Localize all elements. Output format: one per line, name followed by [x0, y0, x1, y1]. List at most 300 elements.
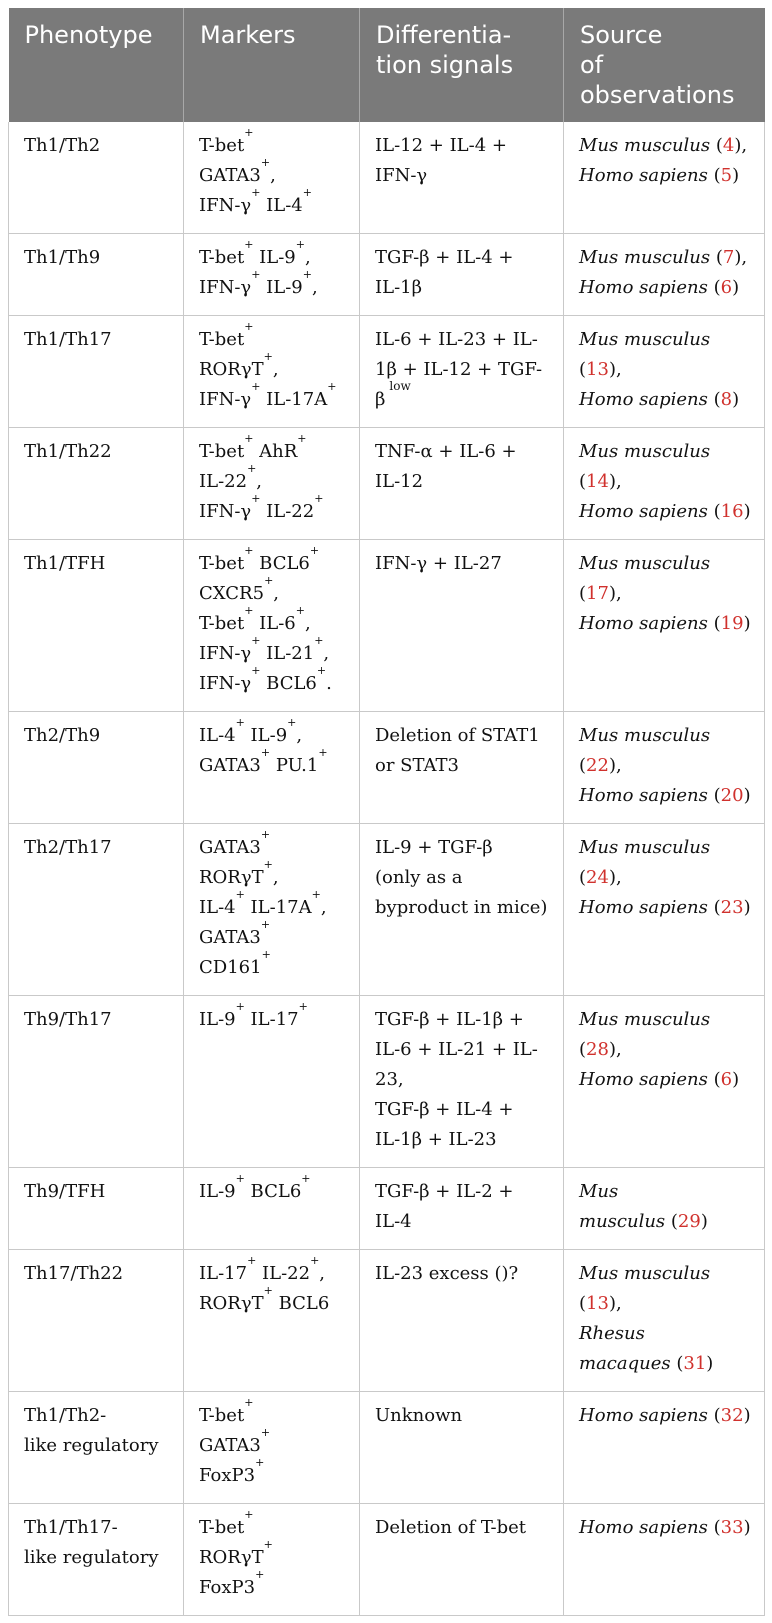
- marker-text: GATA3: [199, 755, 261, 776]
- signal-text: Unknown: [375, 1405, 463, 1426]
- reference-link[interactable]: 4: [722, 135, 735, 156]
- species-name: Mus musculus: [579, 553, 711, 574]
- cell-phenotype: [9, 824, 184, 996]
- marker-superscript: +: [247, 1254, 257, 1267]
- marker-line: [199, 664, 347, 699]
- cell-differentiation-signals: [360, 1504, 564, 1616]
- source-text: ),: [608, 471, 622, 492]
- marker-text: T-bet: [199, 1517, 245, 1538]
- marker-superscript: +: [244, 238, 254, 251]
- marker-text: RORγT: [199, 1547, 264, 1568]
- reference-link[interactable]: 7: [722, 247, 735, 268]
- marker-text: IL-22: [260, 501, 315, 522]
- marker-superscript: +: [251, 664, 261, 677]
- source-line: [579, 1319, 752, 1349]
- source-line: [579, 721, 752, 751]
- phenotype-table: [8, 8, 765, 1616]
- cell-differentiation-signals: [360, 996, 564, 1168]
- signal-line: [375, 437, 551, 467]
- phenotype-text: Th17/Th22: [24, 1263, 124, 1284]
- marker-line: [199, 828, 347, 863]
- cell-markers: [184, 1250, 360, 1392]
- marker-superscript: +: [255, 1568, 265, 1581]
- species-name: Mus musculus: [579, 1009, 711, 1030]
- signal-text: IL-6 + IL-21 + IL-: [375, 1039, 538, 1060]
- source-line: [579, 385, 752, 415]
- marker-line: [199, 544, 347, 579]
- signal-text: (only as a: [375, 867, 463, 888]
- marker-text: T-bet: [199, 247, 245, 268]
- signal-line: [375, 833, 551, 863]
- source-line: [579, 781, 752, 811]
- marker-superscript: +: [247, 462, 257, 475]
- marker-text: AhR: [253, 441, 298, 462]
- signal-line: [375, 467, 551, 497]
- source-text: (: [710, 247, 723, 268]
- source-text: (: [707, 277, 721, 298]
- marker-superscript: +: [244, 126, 254, 139]
- species-name: Mus musculus: [579, 441, 711, 462]
- phenotype-text: Th2/Th17: [24, 837, 112, 858]
- marker-line: [199, 492, 347, 527]
- marker-text: IL-9: [199, 1009, 236, 1030]
- reference-link[interactable]: 16: [720, 501, 744, 522]
- marker-line: [199, 918, 347, 953]
- signal-line: [375, 1513, 551, 1543]
- marker-text: PU.1: [270, 755, 319, 776]
- cell-phenotype: [9, 1250, 184, 1392]
- source-text: ),: [608, 1293, 622, 1314]
- table-row: [9, 540, 765, 712]
- marker-superscript: +: [251, 492, 261, 505]
- signal-text: β: [375, 389, 386, 410]
- cell-phenotype: [9, 1168, 184, 1250]
- table-row: [9, 122, 765, 234]
- marker-text: ,: [304, 247, 311, 268]
- source-text: (: [707, 501, 721, 522]
- source-text: ): [732, 165, 740, 186]
- signal-text: IL-9 + TGF-β: [375, 837, 493, 858]
- marker-line: [199, 186, 347, 221]
- phenotype-text: Th1/Th2-: [24, 1405, 107, 1426]
- source-text: (: [665, 1211, 678, 1232]
- marker-text: ,: [273, 583, 280, 604]
- source-line: [579, 1005, 752, 1035]
- source-text: ): [732, 389, 740, 410]
- marker-line: [199, 462, 347, 497]
- signal-text: Deletion of T-bet: [375, 1517, 527, 1538]
- marker-line: [199, 1396, 347, 1431]
- marker-superscript: +: [260, 828, 271, 841]
- marker-superscript: +: [261, 948, 271, 961]
- marker-text: FoxP3: [199, 1577, 256, 1598]
- source-line: [579, 1035, 752, 1065]
- cell-source: [564, 428, 765, 540]
- cell-markers: [184, 122, 360, 234]
- phenotype-text: like regulatory: [24, 1435, 159, 1456]
- signal-line: [375, 1095, 551, 1125]
- source-text: (: [707, 1069, 721, 1090]
- marker-superscript: +: [244, 544, 254, 557]
- reference-link[interactable]: 23: [720, 897, 744, 918]
- marker-text: IL-17: [199, 1263, 248, 1284]
- cell-markers: [184, 540, 360, 712]
- source-text: (: [707, 897, 721, 918]
- reference-link[interactable]: 8: [720, 389, 733, 410]
- signal-line: [375, 1177, 551, 1207]
- signal-line: [375, 751, 551, 781]
- species-name: Mus musculus: [579, 135, 711, 156]
- cell-phenotype: [9, 122, 184, 234]
- cell-source: [564, 824, 765, 996]
- marker-superscript: +: [263, 350, 273, 363]
- reference-link[interactable]: 5: [720, 165, 733, 186]
- source-line: [579, 1065, 752, 1095]
- marker-line: [199, 888, 347, 923]
- reference-link[interactable]: 13: [586, 359, 609, 380]
- marker-text: BCL6: [260, 673, 317, 694]
- signal-text: IL-23 excess ()?: [375, 1263, 519, 1284]
- marker-text: IFN-γ: [199, 277, 252, 298]
- marker-line: [199, 1508, 347, 1543]
- source-text: ): [743, 1517, 751, 1538]
- source-line: [579, 243, 752, 273]
- marker-line: [199, 1568, 347, 1603]
- marker-text: RORγT: [199, 359, 264, 380]
- marker-text: IFN-γ: [199, 195, 252, 216]
- source-text: ),: [608, 1039, 622, 1060]
- marker-superscript: +: [251, 380, 261, 393]
- marker-superscript: +: [260, 1426, 271, 1439]
- source-text: ): [743, 501, 751, 522]
- table-row: [9, 428, 765, 540]
- marker-text: IFN-γ: [199, 501, 252, 522]
- source-text: ): [732, 1069, 740, 1090]
- marker-superscript: +: [327, 380, 337, 393]
- species-name: macaques: [579, 1353, 671, 1374]
- marker-text: FoxP3: [199, 1465, 256, 1486]
- source-text: (: [579, 359, 587, 380]
- marker-text: ,: [270, 165, 276, 186]
- source-text: ): [732, 277, 740, 298]
- source-line: [579, 437, 752, 467]
- reference-link[interactable]: 20: [720, 785, 744, 806]
- cell-differentiation-signals: [360, 428, 564, 540]
- marker-text: GATA3: [199, 1435, 261, 1456]
- marker-superscript: +: [297, 432, 307, 445]
- signal-line: [375, 721, 551, 751]
- signal-line: [375, 1035, 551, 1065]
- header-markers: Markers: [184, 8, 360, 122]
- signal-superscript: low: [389, 379, 411, 393]
- cell-source: [564, 122, 765, 234]
- reference-link[interactable]: 19: [720, 613, 744, 634]
- phenotype-text: Th2/Th9: [24, 725, 101, 746]
- signal-line: [375, 379, 551, 415]
- marker-text: GATA3: [199, 927, 261, 948]
- marker-superscript: +: [298, 1000, 308, 1013]
- cell-markers: [184, 1504, 360, 1616]
- species-name: Homo sapiens: [579, 1517, 708, 1538]
- marker-line: [199, 320, 347, 355]
- reference-link[interactable]: 31: [683, 1353, 707, 1374]
- source-text: (: [707, 1405, 721, 1426]
- signal-line: [375, 131, 551, 161]
- reference-link[interactable]: 32: [720, 1405, 744, 1426]
- source-line: [579, 497, 752, 527]
- source-text: ): [706, 1353, 714, 1374]
- marker-line: [199, 350, 347, 385]
- marker-text: IL-4: [260, 195, 303, 216]
- signal-line: [375, 325, 551, 355]
- table-row: [9, 824, 765, 996]
- reference-link[interactable]: 17: [586, 583, 609, 604]
- marker-line: [199, 948, 347, 983]
- phenotype-text: Th1/Th17: [24, 329, 112, 350]
- source-text: ),: [608, 867, 622, 888]
- species-name: Homo sapiens: [579, 613, 708, 634]
- source-text: (: [579, 755, 587, 776]
- marker-text: .: [326, 673, 332, 694]
- source-line: [579, 1207, 752, 1237]
- marker-line: [199, 604, 347, 639]
- table-body: [9, 122, 765, 1616]
- cell-markers: [184, 234, 360, 316]
- table-row: [9, 1392, 765, 1504]
- marker-text: IL-22: [199, 471, 248, 492]
- source-line: [579, 161, 752, 191]
- reference-link[interactable]: 6: [720, 1069, 733, 1090]
- cell-differentiation-signals: [360, 122, 564, 234]
- source-text: (: [670, 1353, 684, 1374]
- marker-line: [199, 268, 347, 303]
- cell-differentiation-signals: [360, 824, 564, 996]
- marker-superscript: +: [260, 746, 271, 759]
- marker-text: GATA3: [199, 165, 261, 186]
- signal-text: byproduct in mice): [375, 897, 548, 918]
- source-line: [579, 1349, 752, 1379]
- marker-line: [199, 126, 347, 161]
- cell-differentiation-signals: [360, 1392, 564, 1504]
- header-row: [9, 8, 765, 122]
- reference-link[interactable]: 29: [677, 1211, 701, 1232]
- cell-phenotype: [9, 428, 184, 540]
- source-text: ): [743, 785, 751, 806]
- marker-text: IL-22: [256, 1263, 311, 1284]
- source-line: [579, 1401, 752, 1431]
- signal-text: IL-4: [375, 1211, 412, 1232]
- marker-text: RORγT: [199, 867, 264, 888]
- marker-text: ,: [272, 867, 279, 888]
- marker-superscript: +: [301, 1172, 311, 1185]
- marker-superscript: +: [264, 574, 274, 587]
- marker-superscript: +: [235, 888, 245, 901]
- source-text: (: [707, 165, 721, 186]
- source-text: ),: [608, 755, 622, 776]
- cell-markers: [184, 1168, 360, 1250]
- signal-line: [375, 161, 551, 191]
- marker-line: [199, 1254, 347, 1289]
- cell-source: [564, 1392, 765, 1504]
- reference-link[interactable]: 13: [586, 1293, 609, 1314]
- cell-markers: [184, 712, 360, 824]
- reference-link[interactable]: 33: [720, 1517, 744, 1538]
- marker-line: [199, 1426, 347, 1461]
- marker-text: T-bet: [199, 553, 245, 574]
- marker-superscript: +: [309, 544, 320, 557]
- species-name: Homo sapiens: [579, 785, 708, 806]
- species-name: Homo sapiens: [579, 277, 708, 298]
- marker-superscript: +: [295, 604, 305, 617]
- cell-differentiation-signals: [360, 1250, 564, 1392]
- source-line: [579, 1177, 752, 1207]
- signal-text: IFN-γ: [375, 165, 428, 186]
- marker-line: [199, 858, 347, 893]
- marker-line: [199, 432, 347, 467]
- cell-source: [564, 1504, 765, 1616]
- species-name: Mus musculus: [579, 725, 711, 746]
- cell-phenotype: [9, 540, 184, 712]
- species-name: musculus: [579, 1211, 666, 1232]
- source-text: ): [700, 1211, 708, 1232]
- signal-text: TNF-α + IL-6 +: [375, 441, 517, 462]
- source-text: ): [743, 613, 751, 634]
- species-name: Mus musculus: [579, 329, 711, 350]
- marker-superscript: +: [244, 432, 254, 445]
- species-name: Homo sapiens: [579, 501, 708, 522]
- signal-text: or STAT3: [375, 755, 459, 776]
- signal-line: [375, 863, 551, 893]
- source-line: [579, 273, 752, 303]
- species-name: Homo sapiens: [579, 1069, 708, 1090]
- marker-text: T-bet: [199, 441, 245, 462]
- source-text: ),: [734, 247, 748, 268]
- reference-link[interactable]: 14: [586, 471, 609, 492]
- source-line: [579, 579, 752, 609]
- species-name: Rhesus: [579, 1323, 645, 1344]
- signal-line: [375, 893, 551, 923]
- signal-line: [375, 1401, 551, 1431]
- table-row: [9, 1168, 765, 1250]
- source-text: (: [579, 583, 587, 604]
- cell-differentiation-signals: [360, 1168, 564, 1250]
- source-line: [579, 863, 752, 893]
- header-differentiation-signals: Differentia- tion signals: [360, 8, 564, 122]
- signal-text: 23,: [375, 1069, 404, 1090]
- signal-text: IL-1β + IL-23: [375, 1129, 497, 1150]
- signal-line: [375, 1125, 551, 1155]
- signal-text: TGF-β + IL-4 +: [375, 1099, 514, 1120]
- species-name: Mus musculus: [579, 837, 711, 858]
- marker-text: ,: [256, 471, 263, 492]
- marker-text: ,: [320, 897, 327, 918]
- cell-phenotype: [9, 996, 184, 1168]
- marker-text: T-bet: [199, 329, 245, 350]
- marker-line: [199, 380, 347, 415]
- marker-text: BCL6: [272, 1293, 330, 1314]
- marker-line: [199, 1000, 347, 1035]
- marker-text: IL-9: [260, 277, 303, 298]
- marker-text: IFN-γ: [199, 673, 252, 694]
- table-header: [9, 8, 765, 122]
- cell-differentiation-signals: [360, 712, 564, 824]
- cell-markers: [184, 996, 360, 1168]
- reference-link[interactable]: 28: [586, 1039, 609, 1060]
- marker-superscript: +: [314, 634, 324, 647]
- source-line: [579, 549, 752, 579]
- cell-markers: [184, 824, 360, 996]
- source-line: [579, 833, 752, 863]
- marker-superscript: +: [316, 664, 327, 677]
- marker-text: BCL6: [253, 553, 310, 574]
- source-line: [579, 467, 752, 497]
- source-text: (: [707, 389, 721, 410]
- cell-phenotype: [9, 316, 184, 428]
- marker-superscript: +: [314, 492, 324, 505]
- signal-text: Deletion of STAT1: [375, 725, 540, 746]
- source-text: (: [710, 135, 723, 156]
- source-text: (: [579, 1039, 587, 1060]
- marker-text: IFN-γ: [199, 389, 252, 410]
- table-row: [9, 316, 765, 428]
- cell-phenotype: [9, 234, 184, 316]
- reference-link[interactable]: 24: [586, 867, 609, 888]
- phenotype-text: like regulatory: [24, 1547, 159, 1568]
- source-line: [579, 751, 752, 781]
- marker-text: BCL6: [244, 1181, 302, 1202]
- marker-superscript: +: [235, 716, 245, 729]
- source-text: (: [579, 1293, 587, 1314]
- header-phenotype: Phenotype: [9, 8, 184, 122]
- marker-superscript: +: [260, 918, 271, 931]
- signal-line: [375, 243, 551, 273]
- marker-text: ,: [296, 725, 303, 746]
- marker-text: IL-9: [253, 247, 296, 268]
- species-name: Homo sapiens: [579, 389, 708, 410]
- marker-text: T-bet: [199, 1405, 245, 1426]
- cell-source: [564, 712, 765, 824]
- source-line: [579, 355, 752, 385]
- marker-superscript: +: [318, 746, 328, 759]
- reference-link[interactable]: 22: [586, 755, 609, 776]
- marker-text: IL-6: [253, 613, 296, 634]
- table-row: [9, 712, 765, 824]
- signal-text: IL-12: [375, 471, 424, 492]
- species-name: Homo sapiens: [579, 165, 708, 186]
- marker-superscript: +: [263, 1538, 273, 1551]
- marker-superscript: +: [244, 1508, 254, 1521]
- marker-superscript: +: [310, 1254, 320, 1267]
- phenotype-text: Th1/Th22: [24, 441, 112, 462]
- marker-superscript: +: [302, 186, 312, 199]
- cell-phenotype: [9, 1504, 184, 1616]
- source-text: ): [743, 1405, 751, 1426]
- table-row: [9, 996, 765, 1168]
- species-name: Mus musculus: [579, 1263, 711, 1284]
- source-line: [579, 1513, 752, 1543]
- marker-text: IL-21: [260, 643, 315, 664]
- marker-text: ,: [272, 359, 279, 380]
- table-row: [9, 234, 765, 316]
- reference-link[interactable]: 6: [720, 277, 733, 298]
- species-name: Homo sapiens: [579, 897, 708, 918]
- header-source-of-observations: Source of observations: [564, 8, 765, 122]
- marker-superscript: +: [302, 268, 312, 281]
- cell-source: [564, 540, 765, 712]
- marker-superscript: +: [244, 320, 254, 333]
- marker-text: T-bet: [199, 613, 245, 634]
- phenotype-text: Th9/Th17: [24, 1009, 112, 1030]
